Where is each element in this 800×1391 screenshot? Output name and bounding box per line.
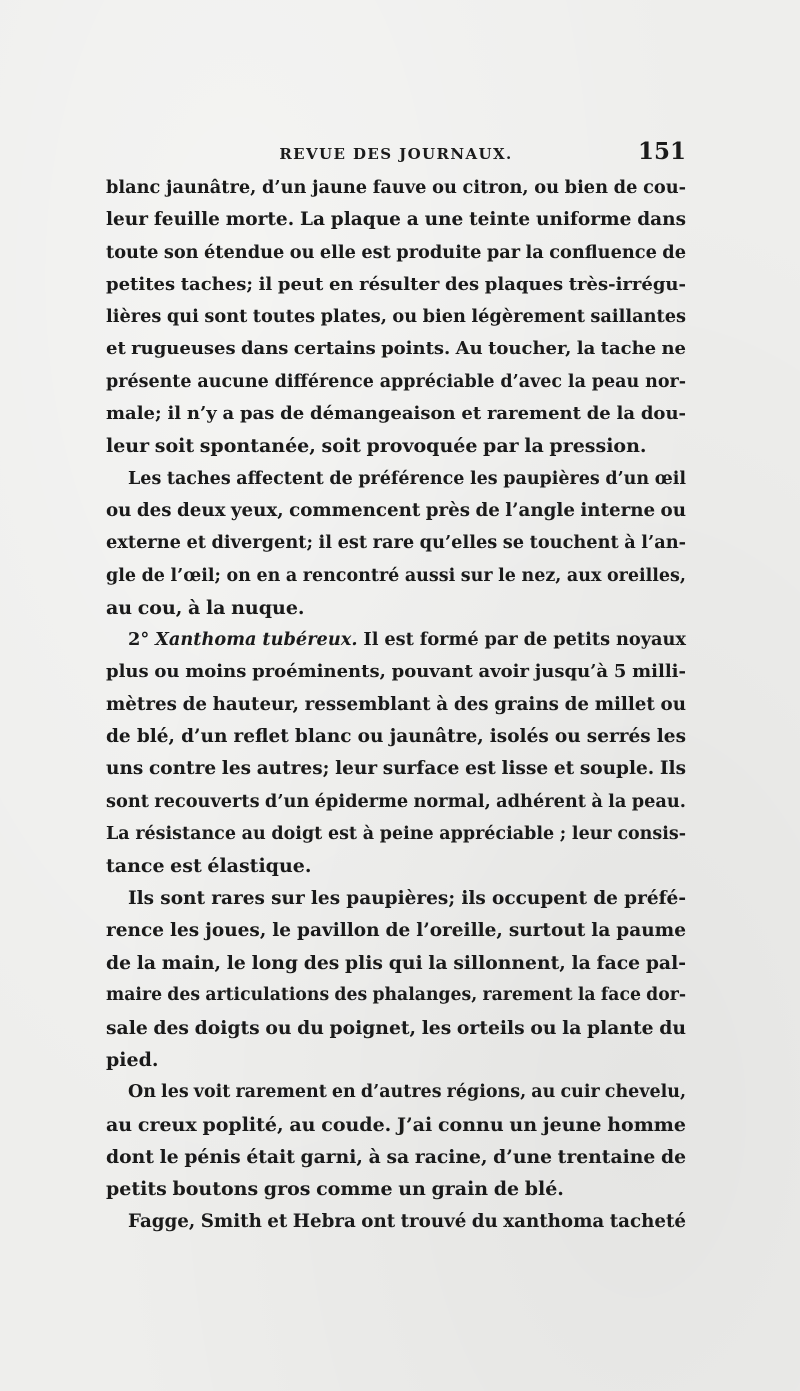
paragraph-6 (106, 1206, 686, 1238)
page-number: 151 (637, 138, 686, 165)
section-lead-line (106, 624, 686, 656)
text-line: sont recouverts d’un épiderme normal, adhérent à la peau. (106, 790, 686, 812)
body-text (106, 172, 686, 1238)
text-line: leur soit spontanée, soit provoquée par la pression. (106, 435, 647, 458)
paragraph-1 (106, 172, 686, 463)
text-line: maire des articulations des phalanges, rarement la face dor- (106, 985, 686, 1006)
text-line: gle de l’œil; on en a rencontré aussi sur le nez, aux oreilles, (106, 565, 686, 586)
text-line: rence les joues, le pavillon de l’oreille, surtout la paume (106, 919, 686, 941)
text-line: Les taches affectent de préférence les paupières d’un œil (128, 468, 686, 489)
text-line: plus ou moins proéminents, pouvant avoir jusqu’à 5 milli- (106, 661, 686, 683)
running-head: REVUE DES JOURNAUX. (279, 145, 513, 163)
text-line: blanc jaunâtre, d’un jaune fauve ou citron, ou bien de cou- (106, 177, 686, 198)
text-line: La résistance au doigt est à peine appréciable ; leur consis- (106, 823, 686, 844)
text-line: présente aucune différence appréciable d’avec la peau nor- (106, 371, 686, 392)
text-line: pied. (106, 1049, 159, 1072)
paragraph-5 (106, 1076, 686, 1205)
paragraph-4 (106, 883, 686, 1077)
text-line: et rugueuses dans certains points. Au toucher, la tache ne (106, 338, 686, 360)
text-line: toute son étendue ou elle est produite par la confluence de (106, 241, 686, 263)
text-line: On les voit rarement en d’autres régions, au cuir chevelu, (128, 1082, 687, 1103)
page-header (106, 138, 686, 172)
text-line: mètres de hauteur, ressemblant à des grains de millet ou (106, 693, 686, 715)
section-number: 2° (128, 629, 156, 651)
section-lead-text: Il est formé par de petits noyaux (357, 629, 686, 651)
text-line: male; il n’y a pas de démangeaison et rarement de la dou- (106, 403, 686, 425)
text-line: Fagge, Smith et Hebra ont trouvé du xanthoma tacheté (128, 1210, 686, 1232)
text-line: petites taches; il peut en résulter des plaques très-irrégu- (106, 273, 686, 295)
paragraph-3 (106, 624, 686, 882)
section-title: Xanthoma tubéreux. (155, 629, 358, 651)
text-line: de la main, le long des plis qui la sillonnent, la face pal- (106, 952, 686, 975)
text-line: tance est élastique. (106, 855, 312, 878)
text-line: leur feuille morte. La plaque a une teinte uniforme dans (106, 209, 686, 231)
text-line: ou des deux yeux, commencent près de l’angle interne ou (106, 499, 686, 521)
text-line: Ils sont rares sur les paupières; ils occupent de préfé- (128, 887, 686, 909)
text-line: uns contre les autres; leur surface est lisse et souple. Ils (106, 758, 686, 780)
text-line: externe et divergent; il est rare qu’elles se touchent à l’an- (106, 532, 686, 554)
text-line: lières qui sont toutes plates, ou bien légèrement saillantes (106, 306, 686, 328)
paragraph-2 (106, 463, 686, 624)
text-line: au creux poplité, au coude. J’ai connu un jeune homme (106, 1113, 686, 1136)
text-line: au cou, à la nuque. (106, 596, 305, 619)
text-line: petits boutons gros comme un grain de blé. (106, 1178, 564, 1201)
text-line: dont le pénis était garni, à sa racine, d’une trentaine de (106, 1145, 686, 1168)
text-line: de blé, d’un reflet blanc ou jaunâtre, isolés ou serrés les (106, 726, 686, 748)
text-line: sale des doigts ou du poignet, les orteils ou la plante du (106, 1016, 686, 1039)
